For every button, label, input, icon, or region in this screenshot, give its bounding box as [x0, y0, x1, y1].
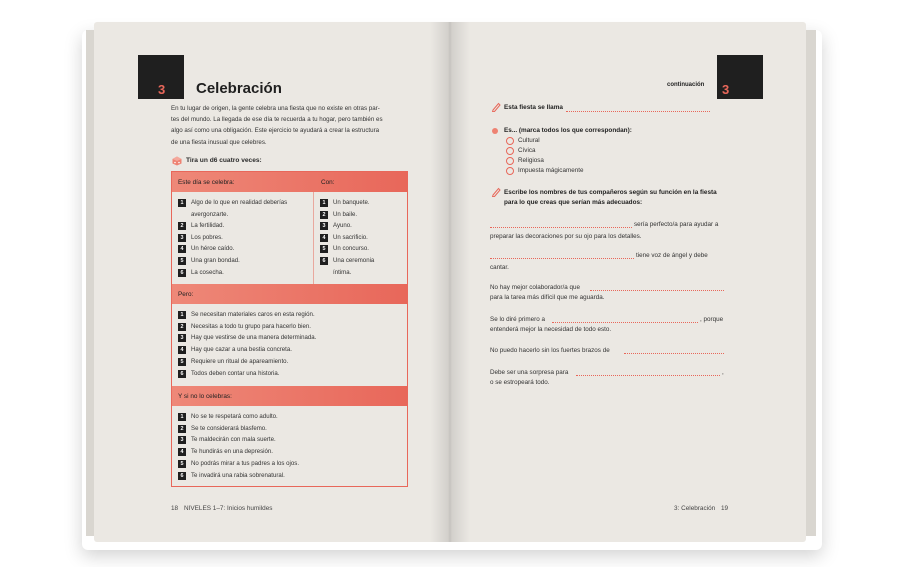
roll-table-item: Hay que vestirse de una manera determinada.: [191, 334, 317, 342]
intro-line: En tu lugar de origen, la gente celebra una fiesta que no existe en otras par-: [171, 105, 380, 112]
roll-table-item: No podrás mirar a tus padres a los ojos.: [191, 459, 300, 467]
roll-table-item: Se te considerará blasfemo.: [191, 424, 267, 432]
roll-table-item: No se te respetará como adulto.: [191, 413, 278, 420]
roll-table-item: Los pobres.: [191, 233, 223, 241]
roll-table-item: Te hundirás en una depresión.: [191, 448, 273, 456]
roll-table-item: La fertilidad.: [191, 222, 225, 230]
footer-page-number-right: 19: [721, 505, 729, 512]
intro-line: tes del mundo. La llegada de ese día te recuerda a tu hogar, pero también es: [171, 116, 383, 124]
roll-number-badge: 5: [178, 460, 186, 468]
roll-number-badge: 1: [178, 199, 186, 207]
roll-number-badge: 2: [178, 425, 186, 433]
role-text-4a: Se lo diré primero a: [490, 316, 545, 323]
roll-number-badge: 3: [178, 436, 186, 444]
checkbox-cultural[interactable]: [506, 137, 514, 145]
roll-table-item: Una ceremonia: [333, 257, 375, 264]
footer-title-left: NIVELES 1–7: Inicios humildes: [184, 505, 273, 512]
role-text-3a: No hay mejor colaborador/a que: [490, 284, 580, 291]
roll-table-item: avergonzarte.: [191, 210, 229, 218]
fiesta-name-field[interactable]: [566, 111, 710, 112]
role-text-6a: Debe ser una sorpresa para: [490, 369, 569, 376]
roll-number-badge: 3: [178, 234, 186, 242]
roll-number-badge: 6: [178, 472, 186, 480]
roll-table-item: Una gran bondad.: [191, 257, 240, 264]
roll-table-item: Hay que cazar a una bestia concreta.: [191, 346, 292, 354]
roll-table-item: Un concurso.: [333, 245, 369, 253]
role-field-singer[interactable]: [490, 258, 634, 259]
roll-number-badge: 3: [178, 334, 186, 342]
roll-number-badge: 1: [178, 413, 186, 421]
checkbox-civica[interactable]: [506, 147, 514, 155]
roll-number-badge: 4: [320, 234, 328, 242]
pencil-icon: [491, 102, 501, 112]
page-title: Celebración: [196, 80, 282, 97]
checkbox-religiosa[interactable]: [506, 157, 514, 165]
roll-table-item: Ayuno.: [333, 222, 352, 230]
roll-table-item: Un héroe caído.: [191, 245, 235, 253]
roll-number-badge: 1: [178, 311, 186, 319]
roll-table-item: Te maldecirán con mala suerte.: [191, 436, 276, 444]
roll-number-badge: 4: [178, 245, 186, 253]
roll-number-badge: 6: [178, 269, 186, 277]
role-text-4c: entenderá mejor la necesidad de todo esto.: [490, 326, 612, 333]
roll-number-badge: 6: [178, 370, 186, 378]
intro-line: de una fiesta inusual que celebres.: [171, 138, 267, 146]
option-religiosa: Religiosa: [518, 157, 544, 164]
checkbox-magica[interactable]: [506, 167, 514, 175]
continued-label: continuación: [667, 82, 705, 88]
role-text-1a: sería perfecto/a para ayudar a: [634, 221, 719, 228]
role-field-surprise[interactable]: [576, 375, 720, 376]
roll-table-item: Un sacrificio.: [333, 233, 368, 241]
footer-page-number-left: 18: [171, 505, 179, 512]
role-text-6b: ,: [722, 369, 724, 376]
section2-band: [172, 284, 407, 304]
role-text-1b: preparar las decoraciones por su ojo para los detalles.: [490, 233, 642, 240]
role-text-5a: No puedo hacerlo sin los fuertes brazos de: [490, 347, 610, 354]
bullet-icon: [492, 128, 498, 134]
roll-number-badge: 4: [178, 346, 186, 354]
roll-number-badge: 1: [320, 199, 328, 207]
roll-table-item: La cosecha.: [191, 268, 224, 276]
option-cultural: Cultural: [518, 137, 540, 144]
roll-instruction: Tira un d6 cuatro veces:: [186, 157, 262, 164]
role-text-3b: para la tarea más difícil que me aguarda.: [490, 294, 605, 301]
roll-number-badge: 5: [320, 245, 328, 253]
intro-line: algo así como una obligación. Este ejercicio te ayudará a crear la estructura: [171, 127, 380, 135]
question-fiesta-name: Esta fiesta se llama: [504, 104, 563, 111]
section3-header: Y si no lo celebras:: [178, 393, 232, 400]
roll-table-item: Se necesitan materiales caros en esta región.: [191, 311, 315, 318]
role-field-decorations[interactable]: [490, 227, 632, 228]
roll-table-item: Te invadirá una rabia sobrenatural.: [191, 471, 285, 479]
column-divider: [313, 192, 314, 284]
section1-col1-header: Este día se celebra:: [178, 179, 235, 186]
roll-table-item: Un banquete.: [333, 199, 370, 206]
roll-number-badge: 2: [320, 211, 328, 219]
roll-table-item: Todos deben contar una historia.: [191, 369, 280, 377]
roll-number-badge: 5: [178, 257, 186, 265]
roll-table-item: Un baile.: [333, 210, 358, 218]
role-field-first[interactable]: [552, 322, 698, 323]
chapter-number-left: 3: [158, 82, 166, 97]
role-field-collaborator[interactable]: [590, 290, 724, 291]
section1-col2-header: Con:: [321, 179, 335, 186]
roll-number-badge: 5: [178, 358, 186, 366]
dice-icon: [172, 156, 182, 166]
option-civica: Cívica: [518, 147, 536, 154]
question-roles-line2: para lo que creas que serían más adecuados:: [504, 199, 643, 206]
section2-header: Pero:: [178, 291, 194, 298]
role-text-6c: o se estropeará todo.: [490, 379, 550, 386]
book-gutter: [430, 22, 470, 542]
roll-number-badge: 2: [178, 323, 186, 331]
chapter-number-right: 3: [722, 82, 730, 97]
question-type: Es... (marca todos los que correspondan):: [504, 127, 632, 134]
roll-table-item: Requiere un ritual de apareamiento.: [191, 357, 289, 365]
footer-title-right: 3: Celebración: [674, 505, 716, 512]
roll-table-item: íntima.: [333, 268, 352, 276]
roll-number-badge: 3: [320, 222, 328, 230]
roll-table: [171, 171, 408, 487]
role-field-strong-arms[interactable]: [624, 353, 724, 354]
role-text-2a: tiene voz de ángel y debe: [636, 252, 708, 259]
role-text-2b: cantar.: [490, 264, 509, 271]
question-roles-line1: Escribe los nombres de tus compañeros según su función en la fiesta: [504, 189, 717, 196]
role-text-4b: , porque: [700, 316, 724, 323]
intro-paragraph: [171, 103, 409, 148]
roll-number-badge: 4: [178, 448, 186, 456]
roll-number-badge: 2: [178, 222, 186, 230]
roll-table-item: Algo de lo que en realidad deberías: [191, 199, 288, 206]
right-page: [450, 22, 806, 542]
roll-table-item: Necesitas a todo tu grupo para hacerlo bien.: [191, 322, 311, 330]
roll-number-badge: 6: [320, 257, 328, 265]
pencil-icon: [491, 187, 501, 197]
option-magica: Impuesta mágicamente: [518, 167, 584, 174]
